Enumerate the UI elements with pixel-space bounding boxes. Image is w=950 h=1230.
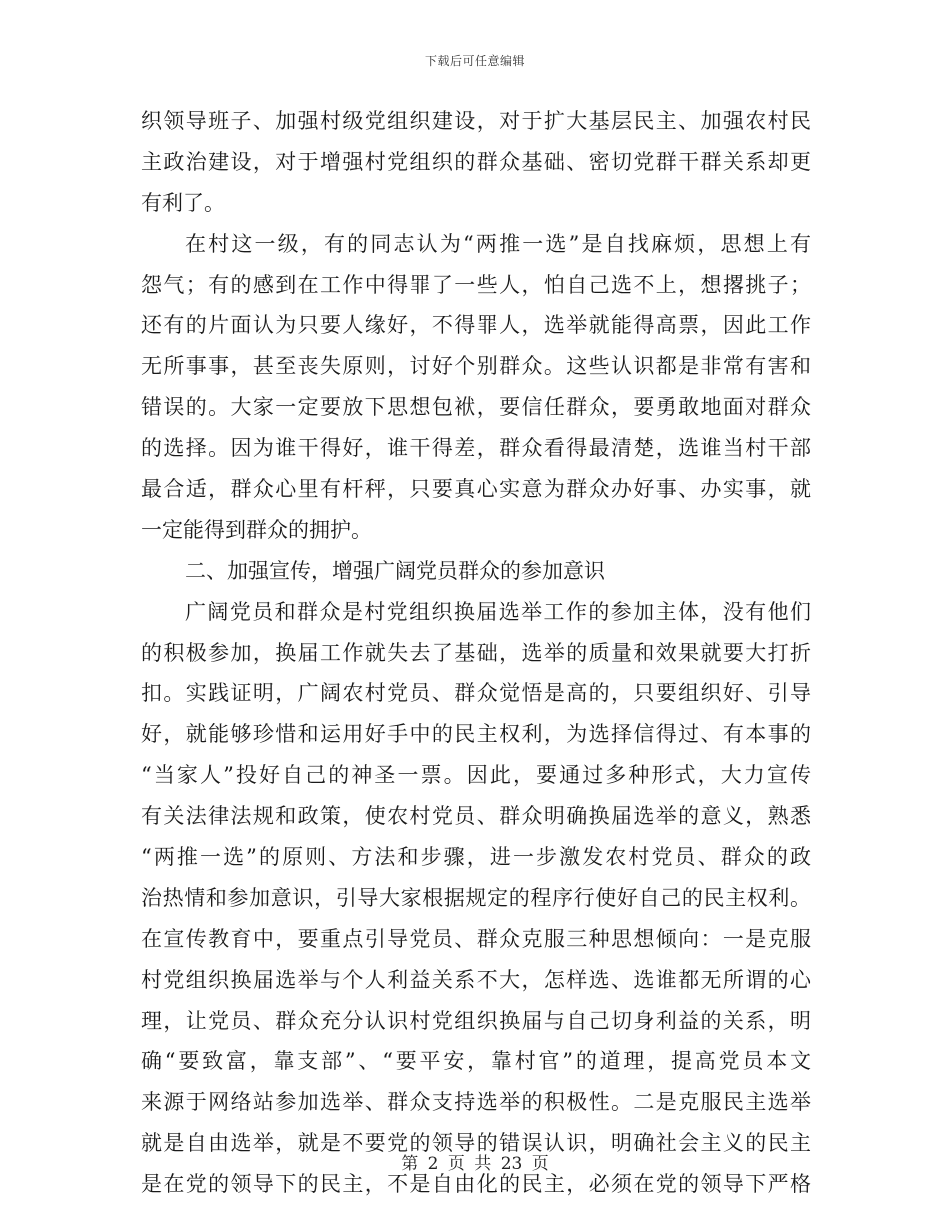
text-line: 有利了。: [141, 190, 225, 215]
text-line: 错误的。大家一定要放下思想包袱，要信任群众，要勇敢地面对群众: [141, 395, 811, 420]
text-line: 好，就能够珍惜和运用好手中的民主权利，为选择信得过、有本事的: [141, 722, 811, 747]
text-line: 广阔党员和群众是村党组织换届选举工作的参加主体，没有他们: [185, 599, 811, 624]
document-body: [141, 101, 811, 1205]
text-line: 还有的片面认为只要人缘好，不得罪人，选举就能得高票，因此工作: [141, 313, 811, 338]
text-line: 治热情和参加意识，引导大家根据规定的程序行使好自己的民主权利。: [141, 885, 811, 910]
page-footer: 第 2 页 共 23 页: [401, 1154, 549, 1174]
text-line: 怨气；有的感到在工作中得罪了一些人，怕自己选不上，想撂挑子；: [141, 272, 811, 297]
text-line: 二、加强宣传，增强广阔党员群众的参加意识: [185, 558, 605, 583]
text-line: 的选择。因为谁干得好，谁干得差，群众看得最清楚，选谁当村干部: [141, 436, 811, 461]
text-line: 扣。实践证明，广阔农村党员、群众觉悟是高的，只要组织好、引导: [141, 681, 811, 706]
text-line: 在宣传教育中，要重点引导党员、群众克服三种思想倾向：一是克服: [141, 926, 811, 951]
text-line: 无所事事，甚至丧失原则，讨好个别群众。这些认识都是非常有害和: [141, 354, 811, 379]
text-line: “当家人”投好自己的神圣一票。因此，要通过多种形式，大力宣传: [141, 763, 811, 788]
text-line: 主政治建设，对于增强村党组织的群众基础、密切党群干群关系却更: [141, 149, 811, 174]
text-line: 理，让党员、群众充分认识村党组织换届与自己切身利益的关系，明: [141, 1008, 811, 1033]
text-line: 确“要致富，靠支部”、“要平安，靠村官”的道理，提高党员本文: [141, 1049, 811, 1074]
text-line: 一定能得到群众的拥护。: [141, 517, 372, 542]
text-line: 在村这一级，有的同志认为“两推一选”是自找麻烦，思想上有: [185, 231, 811, 256]
text-line: 来源于网络站参加选举、群众支持选举的积极性。二是克服民主选举: [141, 1090, 811, 1115]
text-line: 织领导班子、加强村级党组织建设，对于扩大基层民主、加强农村民: [141, 109, 811, 133]
text-line: 的积极参加，换届工作就失去了基础，选举的质量和效果就要大打折: [141, 640, 811, 665]
text-line: 村党组织换届选举与个人利益关系不大，怎样选、选谁都无所谓的心: [141, 967, 811, 992]
text-line: 是在党的领导下的民主，不是自由化的民主，必须在党的领导下严格: [141, 1172, 811, 1197]
text-line: 就是自由选举，就是不要党的领导的错误认识，明确社会主义的民主: [141, 1131, 811, 1156]
text-line: “两推一选”的原则、方法和步骤，进一步激发农村党员、群众的政: [141, 845, 811, 870]
page-header: 下载后可任意编辑: [424, 54, 525, 68]
text-line: 最合适，群众心里有杆秤，只要真心实意为群众办好事、办实事，就: [141, 477, 811, 502]
text-line: 有关法律法规和政策，使农村党员、群众明确换届选举的意义，熟悉: [141, 804, 811, 829]
